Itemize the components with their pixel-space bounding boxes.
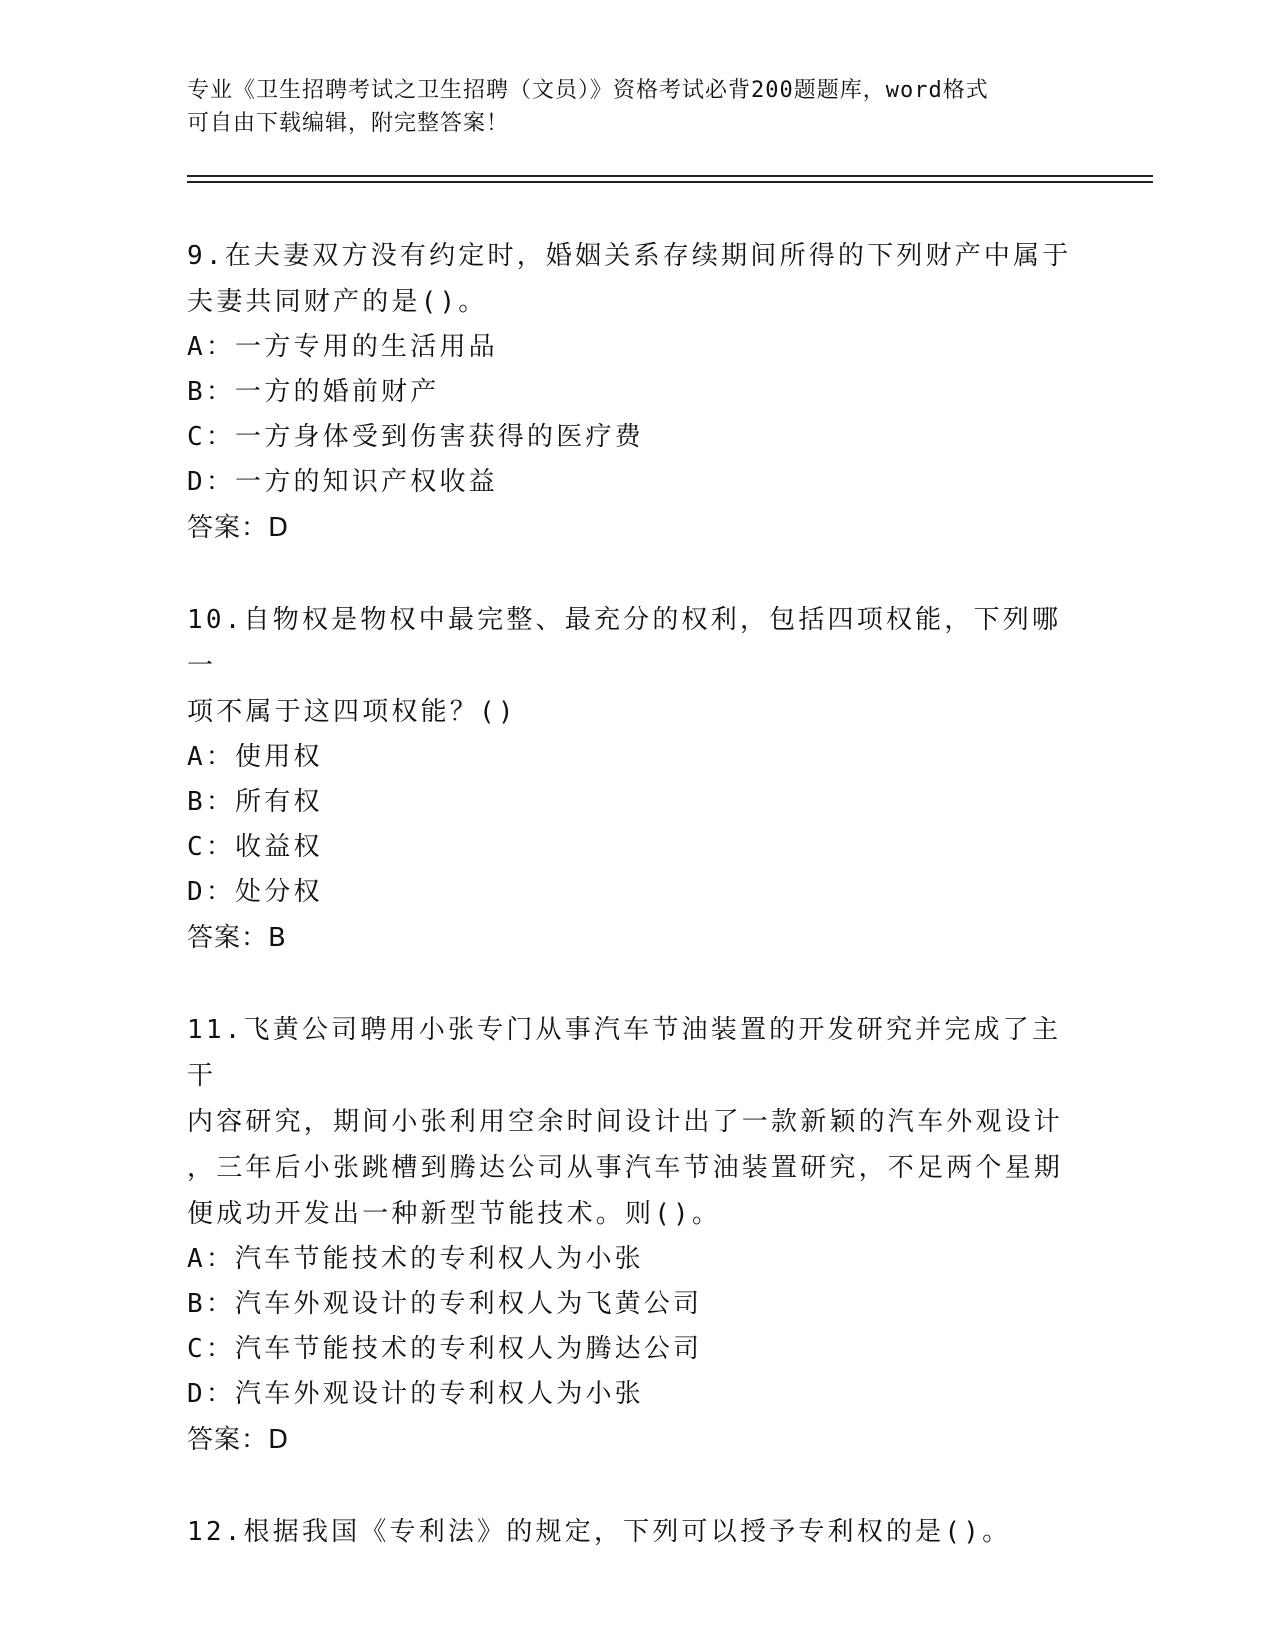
document-header — [187, 74, 1067, 140]
question-10 — [187, 597, 1087, 961]
question-stem-line: 内容研究，期间小张利用空余时间设计出了一款新颖的汽车外观设计 — [187, 1107, 1064, 1137]
option-b: B：汽车外观设计的专利权人为飞黄公司 — [187, 1289, 703, 1319]
answer-line: 答案：B — [187, 923, 287, 953]
option-a: A：汽车节能技术的专利权人为小张 — [187, 1244, 644, 1274]
question-stem-line: 便成功开发出一种新型节能技术。则()。 — [187, 1199, 722, 1229]
question-11 — [187, 1007, 1087, 1463]
question-stem-line: 11.飞黄公司聘用小张专门从事汽车节油装置的开发研究并完成了主干 — [187, 1015, 1062, 1091]
option-d: D：一方的知识产权收益 — [187, 467, 498, 497]
question-stem-line: 夫妻共同财产的是()。 — [187, 287, 488, 317]
answer-line: 答案：D — [187, 513, 290, 543]
question-stem-line: 10.自物权是物权中最完整、最充分的权利，包括四项权能，下列哪一 — [187, 605, 1062, 681]
option-a: A：使用权 — [187, 742, 323, 772]
option-c: C：一方身体受到伤害获得的医疗费 — [187, 422, 644, 452]
question-stem-line: 9.在夫妻双方没有约定时，婚姻关系存续期间所得的下列财产中属于 — [187, 241, 1072, 271]
header-line-2: 可自由下载编辑，附完整答案！ — [187, 111, 510, 136]
header-divider-bottom — [187, 181, 1153, 183]
question-stem-line: 12.根据我国《专利法》的规定，下列可以授予专利权的是()。 — [187, 1517, 1012, 1547]
answer-line: 答案：D — [187, 1425, 290, 1455]
question-9 — [187, 233, 1087, 551]
question-list — [187, 233, 1087, 1601]
option-d: D：汽车外观设计的专利权人为小张 — [187, 1379, 644, 1409]
option-a: A：一方专用的生活用品 — [187, 332, 498, 362]
option-c: C：收益权 — [187, 832, 323, 862]
option-b: B：所有权 — [187, 787, 323, 817]
header-divider-top — [187, 175, 1153, 177]
question-stem-line: ，三年后小张跳槽到腾达公司从事汽车节油装置研究，不足两个星期 — [187, 1153, 1064, 1183]
header-line-1: 专业《卫生招聘考试之卫生招聘（文员）》资格考试必背200题题库，word格式 — [187, 78, 989, 103]
option-b: B：一方的婚前财产 — [187, 377, 440, 407]
option-c: C：汽车节能技术的专利权人为腾达公司 — [187, 1334, 703, 1364]
option-d: D：处分权 — [187, 877, 323, 907]
question-12 — [187, 1509, 1087, 1555]
question-stem-line: 项不属于这四项权能？() — [187, 697, 517, 727]
